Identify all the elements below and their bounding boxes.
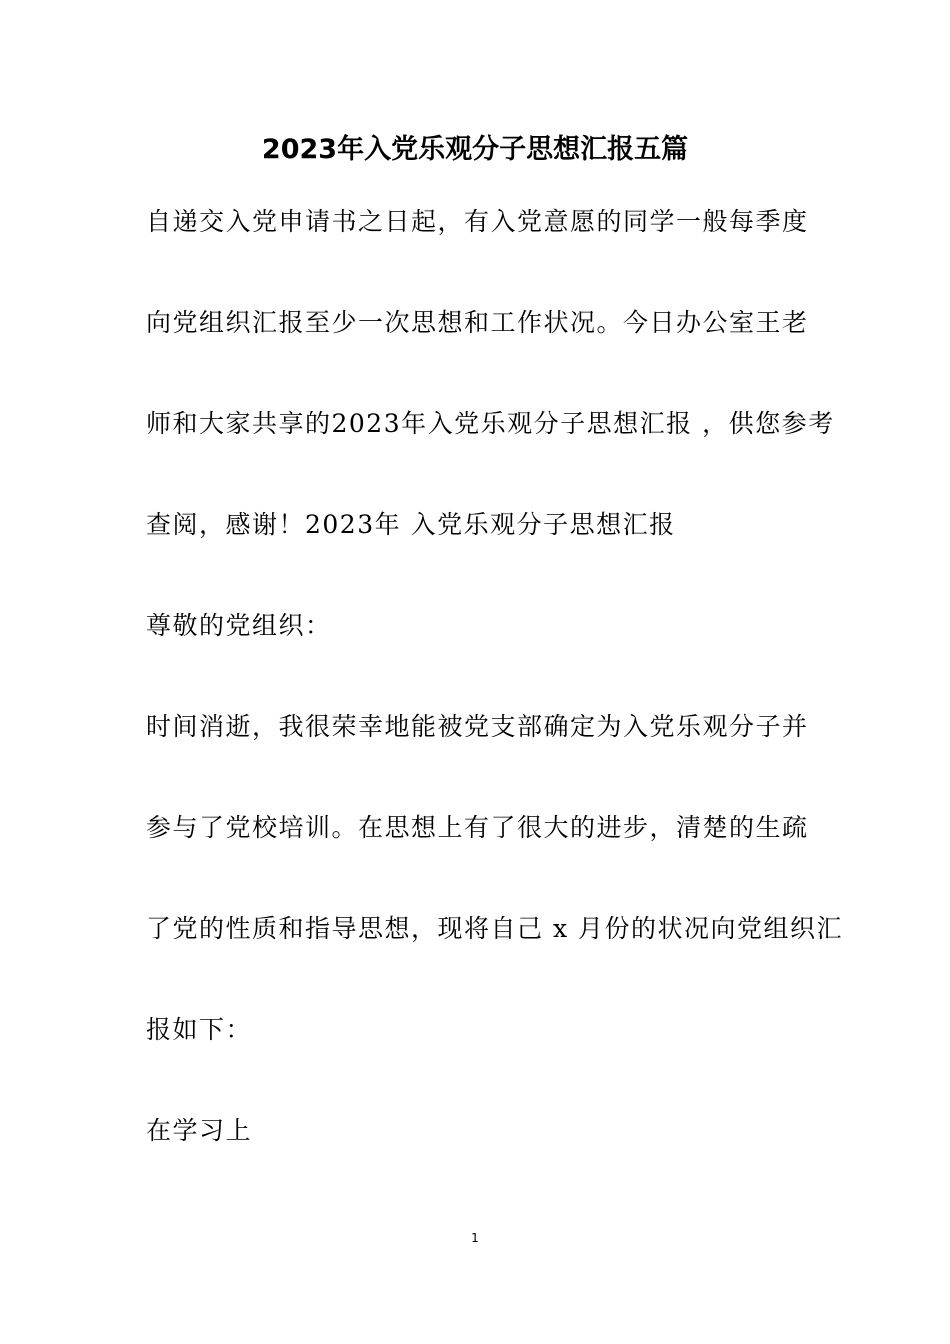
body-line-6: 时间消逝，我很荣幸地能被党支部确定为入党乐观分子并 (146, 712, 809, 741)
page-number: 1 (471, 1231, 479, 1245)
body-line-8: 了党的性质和指导思想，现将自己 x 月份的状况向党组织汇 (146, 914, 843, 943)
body-line-1: 自递交入党申请书之日起，有入党意愿的同学一般每季度 (146, 207, 809, 236)
body-line-9: 报如下： (146, 1015, 253, 1044)
body-line-3: 师和大家共享的2023年入党乐观分子思想汇报 ，供您参考 (146, 409, 835, 438)
body-line-4: 查阅，感谢！2023年 入党乐观分子思想汇报 (146, 510, 676, 539)
salutation: 尊敬的党组织： (146, 611, 332, 640)
body-line-7: 参与了党校培训。在思想上有了很大的进步，清楚的生疏 (146, 813, 809, 842)
document-body (146, 171, 843, 1181)
body-line-2: 向党组织汇报至少一次思想和工作状况。今日办公室王老 (146, 308, 809, 337)
section-heading-study: 在学习上 (146, 1116, 253, 1145)
document-title: 2023年入党乐观分子思想汇报五篇 (261, 134, 689, 165)
